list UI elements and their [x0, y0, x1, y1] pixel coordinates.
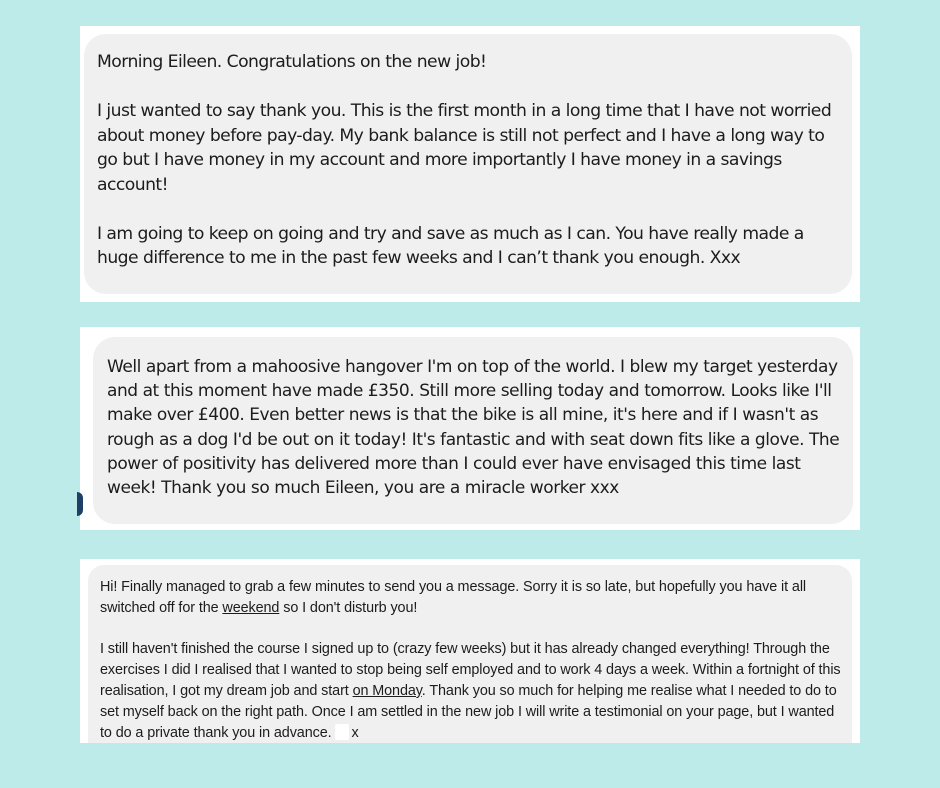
- message-2-paragraph-1: Well apart from a mahoosive hangover I'm on top of the world. I blew my target yesterday and at this moment have made £350. Still more selling today and tomorrow. Looks like I'll make over £400. Even better news is that the bike is all mine, it's here and if I wasn't as rough as a dog I'd be out on it today! It's fantastic and with seat down fits like a glove. The power of positivity has delivered more than I could ever have envisaged this time last week! Thank you so much Eileen, you are a miracle worker xxx: [107, 357, 840, 499]
- testimonial-card-1: [80, 26, 860, 302]
- message-3-paragraph-2: [100, 639, 842, 743]
- message-3-paragraph-1: [100, 577, 842, 619]
- message-3-text: Hi! Finally managed to grab a few minutes to send you a message. Sorry it is so late, but hopefully you have it all switched off for the: [100, 579, 807, 616]
- testimonial-card-3: [80, 559, 860, 743]
- message-3-text: . Thank you so much for helping me realise what I needed to do to set myself back on the right path. Once I am settled in the new job I will write a testimonial on your page, but I wanted to do a private thank you in advance.: [100, 682, 837, 741]
- message-1-paragraph-1: Morning Eileen. Congratulations on the new job!: [97, 52, 487, 72]
- blank-emoji-box: [335, 724, 349, 740]
- testimonial-card-2: [80, 327, 860, 530]
- message-3-text: I still haven't finished the course I signed up to (crazy few weeks) but it has already changed everything! Through the exercises I did I realised that I wanted to stop being self employed and to work 4 days a week. Within a fortnight of this realisation, I got my dream job and start: [100, 641, 841, 699]
- message-bubble-2: [93, 337, 853, 524]
- message-bubble-1: [84, 34, 852, 294]
- side-marker: [77, 492, 83, 516]
- message-1-paragraph-3: I am going to keep on going and try and save as much as I can. You have really made a huge difference to me in the past few weeks and I can’t thank you enough. Xxx: [97, 223, 804, 268]
- message-3-sign-off: x: [351, 724, 359, 741]
- weekend-link: weekend: [222, 599, 280, 616]
- message-1-paragraph-2: I just wanted to say thank you. This is the first month in a long time that I have not worried about money before pay-day. My bank balance is still not perfect and I have a long way to go but I have money in my account and more importantly I have money in a savings account!: [97, 101, 832, 195]
- message-3-text: so I don't disturb you!: [279, 599, 418, 616]
- message-bubble-3: [88, 565, 852, 743]
- monday-link: on Monday: [352, 682, 422, 699]
